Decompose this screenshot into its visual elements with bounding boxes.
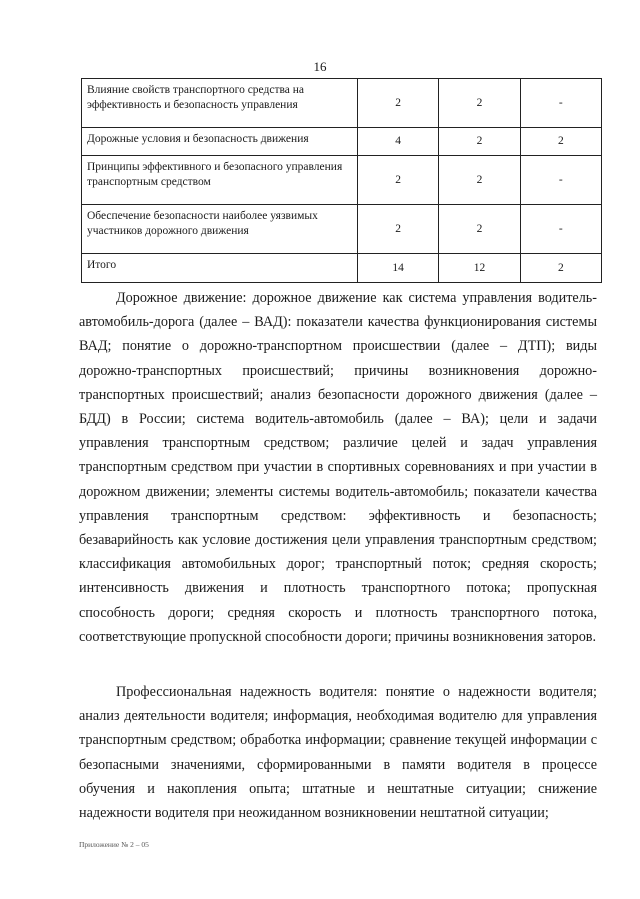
hours-practice: - — [520, 156, 601, 205]
hours-practice: - — [520, 79, 601, 128]
hours-total: 2 — [357, 79, 438, 128]
topic-name: Принципы эффективного и безопасного управления транспортным средством — [82, 156, 358, 205]
paragraph-road-traffic — [79, 286, 597, 649]
hours-total: 14 — [357, 254, 438, 283]
topic-name: Влияние свойств транспортного средства на эффективность и безопасность управления — [82, 79, 358, 128]
table-row — [82, 156, 602, 205]
curriculum-table — [81, 78, 602, 283]
table-row — [82, 205, 602, 254]
hours-theory: 12 — [439, 254, 520, 283]
hours-total: 2 — [357, 205, 438, 254]
hours-theory: 2 — [439, 79, 520, 128]
table-row — [82, 128, 602, 156]
hours-theory: 2 — [439, 205, 520, 254]
hours-total: 2 — [357, 156, 438, 205]
hours-practice: 2 — [520, 128, 601, 156]
hours-theory: 2 — [439, 156, 520, 205]
hours-practice: - — [520, 205, 601, 254]
total-label: Итого — [82, 254, 358, 283]
page-number: 16 — [313, 59, 327, 74]
paragraph-driver-reliability — [79, 680, 597, 825]
table-row-total — [82, 254, 602, 283]
table-row — [82, 79, 602, 128]
hours-practice: 2 — [520, 254, 601, 283]
paragraph-text: Дорожное движение: дорожное движение как система управления водитель-автомобиль-дорога (далее – ВАД): показатели качества функционирования системы ВАД; понятие о дорожно-транспортном происшествии (далее – ДТП); виды дорожно-транспортных происшествий; причины возникновения дорожно-транспортных происшествий; анализ безопасности дорожного движения (далее – БДД) в России; система водитель-автомобиль (далее – ВА); цели и задачи управления транспортным средством; различие целей и задач управления транспортным средством при участии в спортивных соревнованиях и при участии в дорожном движении; элементы системы водитель-автомобиль; показатели качества управления транспортным средством: эффективность и безопасность; безаварийность как условие достижения цели управления транспортным средством; классификация автомобильных дорог; транспортный поток; средняя скорость; интенсивность движения и плотность транспортного потока; пропускная способность дороги; средняя скорость и плотность транспортного потока, соответствующие пропускной способности дороги; причины возникновения заторов. — [79, 290, 597, 645]
footer-note: Приложение № 2 – 05 — [79, 840, 149, 849]
hours-theory: 2 — [439, 128, 520, 156]
paragraph-text: Профессиональная надежность водителя: понятие о надежности водителя; анализ деятельности водителя; информация, необходимая водителю для управления транспортным средством; обработка информации; сравнение текущей информации с безопасными значениями, сформированными в памяти водителя в процессе обучения и накопления опыта; штатные и нештатные ситуации; снижение надежности водителя при неожиданном возникновении нештатной ситуации; — [79, 684, 597, 822]
topic-name: Дорожные условия и безопасность движения — [82, 128, 358, 156]
hours-total: 4 — [357, 128, 438, 156]
topic-name: Обеспечение безопасности наиболее уязвимых участников дорожного движения — [82, 205, 358, 254]
